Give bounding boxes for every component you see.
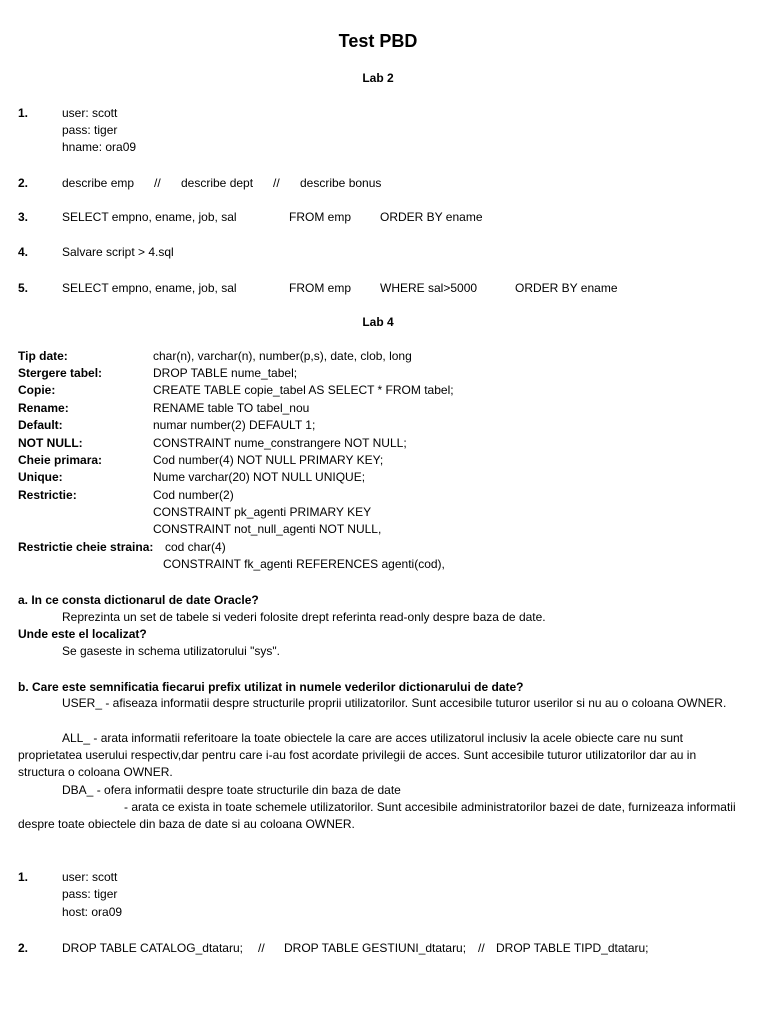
answer-a2: Se gaseste in schema utilizatorului "sys". bbox=[62, 644, 280, 658]
item-line: pass: tiger bbox=[62, 123, 118, 137]
answer-a: Reprezinta un set de tabele si vederi folosite drept referinta read-only despre baza de date. bbox=[62, 610, 546, 624]
lab4-heading: Lab 4 bbox=[362, 315, 394, 329]
item-text: Salvare script > 4.sql bbox=[62, 245, 174, 259]
item-part: SELECT empno, ename, job, sal bbox=[62, 281, 237, 295]
item-part: ORDER BY ename bbox=[515, 281, 618, 295]
row-label: Tip date: bbox=[18, 349, 68, 363]
item-separator: // bbox=[273, 176, 280, 190]
item-number: 1. bbox=[18, 106, 29, 120]
prefix-dba-text-2: - arata ce exista in toate schemele utilizatorilor. Sunt accesibile administratorilor bazei de date, furnizeaza informatii despre toate obiectele din baza de date si au coloana OWNER. bbox=[18, 800, 736, 831]
item-line: user: scott bbox=[62, 870, 118, 884]
prefix-user-paragraph bbox=[18, 695, 738, 712]
row-label: Copie: bbox=[18, 383, 56, 397]
item-part: ORDER BY ename bbox=[380, 210, 483, 224]
question-a: a. In ce consta dictionarul de date Oracle? bbox=[18, 593, 259, 607]
row-value: DROP TABLE nume_tabel; bbox=[153, 366, 298, 380]
prefix-dba-paragraph bbox=[18, 782, 738, 799]
prefix-dba-paragraph-2 bbox=[18, 799, 738, 833]
row-label: NOT NULL: bbox=[18, 436, 83, 450]
item-part: DROP TABLE TIPD_dtataru; bbox=[496, 941, 649, 955]
item-line: host: ora09 bbox=[62, 905, 123, 919]
row-value: CONSTRAINT pk_agenti PRIMARY KEY bbox=[153, 505, 372, 519]
prefix-user-text: - afiseaza informatii despre structurile proprii utilizatorilor. Sunt accesibile tuturor userilor si nu au o coloana OWNER. bbox=[102, 696, 727, 710]
question-b: b. Care este semnificatia fiecarui prefix utilizat in numele vederilor dictionarului de date? bbox=[18, 680, 524, 694]
item-part: DROP TABLE CATALOG_dtataru; bbox=[62, 941, 243, 955]
fk-label: Restrictie cheie straina: bbox=[18, 540, 154, 554]
prefix-dba-text: - ofera informatii despre toate structurile din baza de date bbox=[93, 783, 401, 797]
fk-line: CONSTRAINT fk_agenti REFERENCES agenti(cod), bbox=[163, 557, 445, 571]
prefix-all-text: - arata informatii referitoare la toate obiectele la care are acces utilizatorul inclusiv la acele obiecte care nu sunt proprietatea userului respectiv,dar pentru care i-au fost acordate privilegii de acces. Sunt accesibile tuturor utilizatorilor dar au in structura o coloana OWNER. bbox=[18, 731, 697, 779]
item-number: 3. bbox=[18, 210, 29, 224]
row-label: Cheie primara: bbox=[18, 453, 103, 467]
row-value: CREATE TABLE copie_tabel AS SELECT * FROM tabel; bbox=[153, 383, 454, 397]
row-value: char(n), varchar(n), number(p,s), date, clob, long bbox=[153, 349, 412, 363]
row-value: Nume varchar(20) NOT NULL UNIQUE; bbox=[153, 470, 366, 484]
item-separator: // bbox=[478, 941, 485, 955]
item-part: describe emp bbox=[62, 176, 135, 190]
prefix-all: ALL_ bbox=[62, 731, 91, 745]
prefix-dba: DBA_ bbox=[62, 783, 94, 797]
item-number: 5. bbox=[18, 281, 29, 295]
row-label: Restrictie: bbox=[18, 488, 77, 502]
row-value: numar number(2) DEFAULT 1; bbox=[153, 418, 316, 432]
item-part: describe bonus bbox=[300, 176, 382, 190]
row-label: Unique: bbox=[18, 470, 63, 484]
fk-line: cod char(4) bbox=[165, 540, 226, 554]
item-part: DROP TABLE GESTIUNI_dtataru; bbox=[284, 941, 467, 955]
item-part: SELECT empno, ename, job, sal bbox=[62, 210, 237, 224]
row-label: Rename: bbox=[18, 401, 69, 415]
prefix-all-paragraph bbox=[18, 730, 738, 781]
item-part: FROM emp bbox=[289, 281, 352, 295]
row-value: CONSTRAINT not_null_agenti NOT NULL, bbox=[153, 522, 382, 536]
item-separator: // bbox=[154, 176, 161, 190]
row-value: CONSTRAINT nume_constrangere NOT NULL; bbox=[153, 436, 407, 450]
row-label: Stergere tabel: bbox=[18, 366, 103, 380]
item-line: user: scott bbox=[62, 106, 118, 120]
item-number: 2. bbox=[18, 941, 29, 955]
item-part: FROM emp bbox=[289, 210, 352, 224]
item-part: describe dept bbox=[181, 176, 254, 190]
prefix-user: USER_ bbox=[62, 696, 103, 710]
item-number: 2. bbox=[18, 176, 29, 190]
item-line: pass: tiger bbox=[62, 887, 118, 901]
row-value: Cod number(4) NOT NULL PRIMARY KEY; bbox=[153, 453, 384, 467]
item-number: 1. bbox=[18, 870, 29, 884]
item-part: WHERE sal>5000 bbox=[380, 281, 478, 295]
row-label: Default: bbox=[18, 418, 63, 432]
lab2-heading: Lab 2 bbox=[362, 71, 394, 85]
item-separator: // bbox=[258, 941, 265, 955]
row-value: Cod number(2) bbox=[153, 488, 234, 502]
item-line: hname: ora09 bbox=[62, 140, 137, 154]
row-value: RENAME table TO tabel_nou bbox=[153, 401, 310, 415]
question-a2: Unde este el localizat? bbox=[18, 627, 147, 641]
page-title: Test PBD bbox=[338, 31, 418, 51]
item-number: 4. bbox=[18, 245, 29, 259]
